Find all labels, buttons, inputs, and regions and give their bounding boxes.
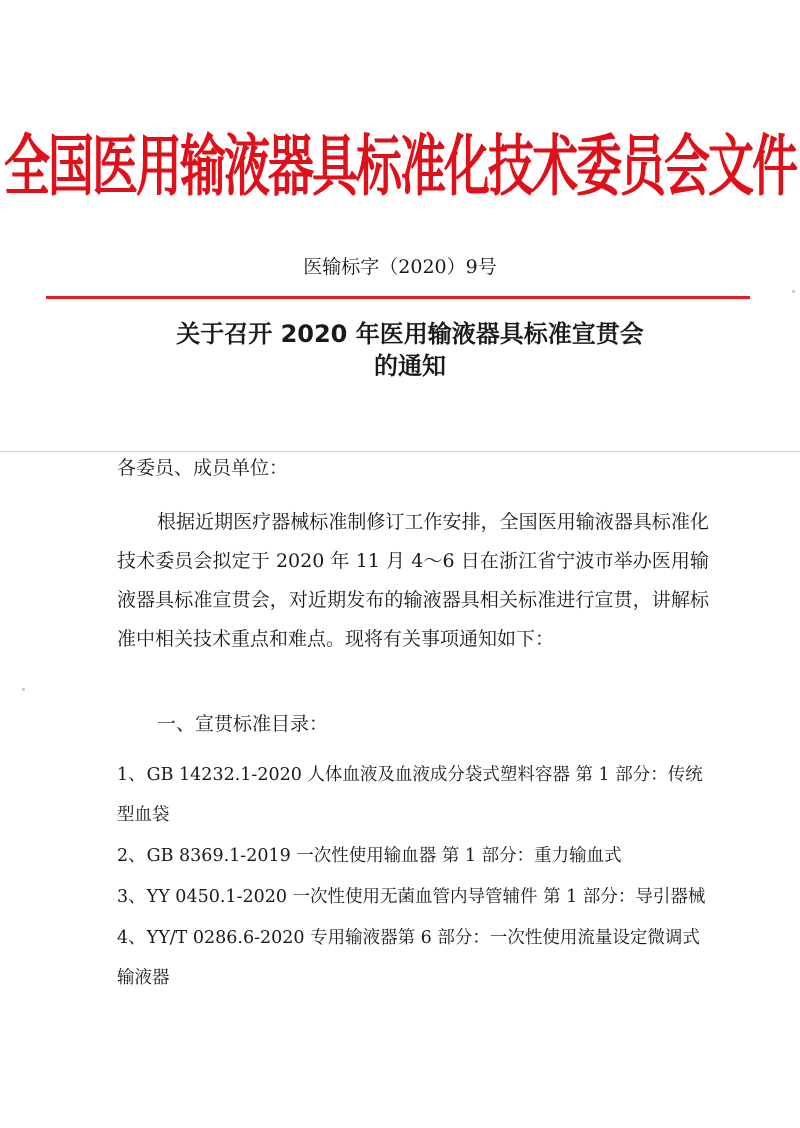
section-heading: 一、宣贯标准目录： <box>157 713 329 735</box>
standard-item <box>117 836 709 876</box>
notice-title-line-1: 关于召开 2020 年医用输液器具标准宣贯会 <box>176 320 644 348</box>
scan-artifact-dot <box>792 290 795 293</box>
letterhead-title: 全国医用输液器具标准化技术委员会文件 <box>4 126 796 206</box>
document-number: 医输标字（2020）9号 <box>303 256 497 278</box>
scan-artifact-dot <box>22 688 25 691</box>
standard-item <box>117 918 709 998</box>
scan-artifact-line <box>0 451 800 452</box>
standard-number: 1、 <box>117 765 146 785</box>
body-paragraph: 根据近期医疗器械标准制修订工作安排，全国医用输液器具标准化技术委员会拟定于 2020 年 11 月 4～6 日在浙江省宁波市举办医用输液器具标准宣贯会，对近期发布的输液器具相关标准进行宣贯，讲解标准中相关技术重点和难点。现将有关事项通知如下： <box>117 511 709 650</box>
standard-item <box>117 877 709 917</box>
letterhead-divider <box>46 296 750 299</box>
standard-number: 3、 <box>117 887 146 907</box>
standard-text: YY/T 0286.6-2020 专用输液器第 6 部分：一次性使用流量设定微调式输液器 <box>117 928 700 988</box>
notice-title <box>120 318 700 382</box>
standard-text: GB 8369.1-2019 一次性使用输血器 第 1 部分：重力输血式 <box>146 846 622 866</box>
standards-list <box>117 755 709 999</box>
standard-number: 4、 <box>117 928 146 948</box>
notice-title-line-2: 的通知 <box>374 352 446 380</box>
standard-number: 2、 <box>117 846 146 866</box>
standard-text: YY 0450.1-2020 一次性使用无菌血管内导管辅件 第 1 部分：导引器械 <box>146 887 706 907</box>
standard-text: GB 14232.1-2020 人体血液及血液成分袋式塑料容器 第 1 部分：传统型血袋 <box>117 765 703 825</box>
salutation: 各委员、成员单位： <box>117 457 289 479</box>
standard-item <box>117 755 709 835</box>
